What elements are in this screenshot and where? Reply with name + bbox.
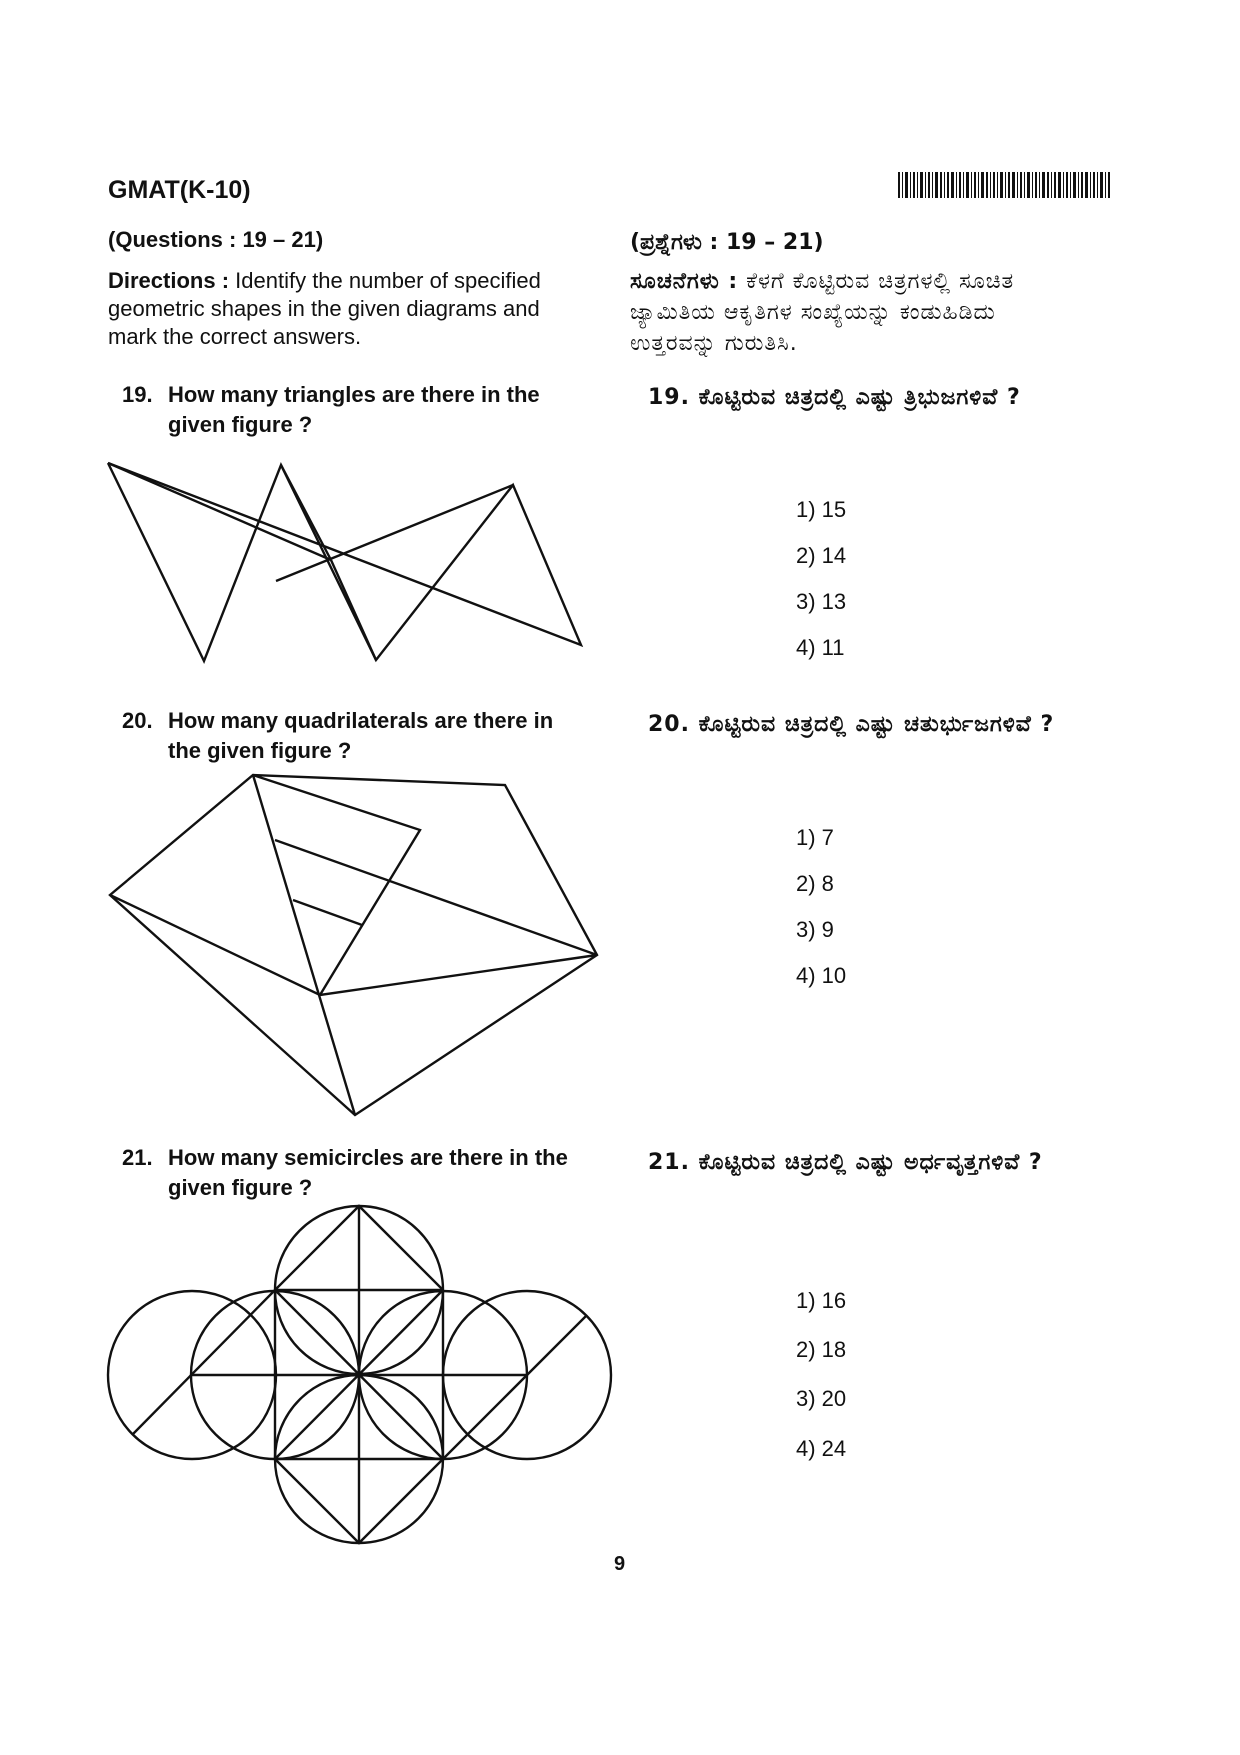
directions-line: geometric shapes in the given diagrams and [108,296,540,321]
question-19 [122,380,622,442]
directions-text-kannada [630,266,1150,359]
question-number: 20. [122,708,153,733]
question-number: 21. [122,1145,153,1170]
question-text: How many semicircles are there in the [168,1145,568,1170]
triangles-figure [100,455,590,665]
option-21-3[interactable]: 3) 20 [796,1386,847,1411]
question-21-kannada: 21. ಕೊಟ್ಟಿರುವ ಚಿತ್ರದಲ್ಲಿ ಎಷ್ಟು ಅರ್ಧವೃತ್ತಗಳಿವೆ ? [648,1150,1043,1175]
option-19-4[interactable]: 4) 11 [796,635,845,660]
option-20-4[interactable]: 4) 10 [796,963,847,988]
question-20 [122,706,622,768]
option-20-1[interactable]: 1) 7 [796,825,834,850]
directions-line-kannada: ಉತ್ತರವನ್ನು ಗುರುತಿಸಿ. [630,331,798,356]
question-text: the given figure ? [168,738,352,763]
directions-text [108,267,628,351]
barcode-icon [898,172,1110,198]
directions-label-kannada: ಸೂಚನೆಗಳು : [630,269,739,294]
option-21-1[interactable]: 1) 16 [796,1288,847,1313]
directions-label: Directions : [108,268,230,293]
document-code: GMAT(K-10) [108,176,251,204]
question-21 [122,1143,622,1205]
option-21-4[interactable]: 4) 24 [796,1436,847,1461]
question-number: 19. [122,382,153,407]
option-20-3[interactable]: 3) 9 [796,917,834,942]
question-text: How many triangles are there in the [168,382,540,407]
question-20-kannada: 20. ಕೊಟ್ಟಿರುವ ಚಿತ್ರದಲ್ಲಿ ಎಷ್ಟು ಚತುರ್ಭುಜಗಳಿವೆ ? [648,712,1055,737]
question-text: given figure ? [168,1175,313,1200]
questions-range-label-kannada: (ಪ್ರಶ್ನೆಗಳು : 19 – 21) [630,230,824,255]
questions-range-label: (Questions : 19 – 21) [108,227,324,252]
option-19-2[interactable]: 2) 14 [796,543,847,568]
page-number: 9 [614,1553,626,1575]
option-19-1[interactable]: 1) 15 [796,497,847,522]
directions-line-kannada: ಕೆಳಗೆ ಕೊಟ್ಟಿರುವ ಚಿತ್ರಗಳಲ್ಲಿ ಸೂಚಿತ [746,269,1015,294]
option-19-3[interactable]: 3) 13 [796,589,847,614]
directions-line: Identify the number of specified [235,268,541,293]
directions-line-kannada: ಜ್ಯಾಮಿತಿಯ ಆಕೃತಿಗಳ ಸಂಖ್ಯೆಯನ್ನು ಕಂಡುಹಿಡಿದು [630,300,996,325]
question-text: How many quadrilaterals are there in [168,708,554,733]
option-21-2[interactable]: 2) 18 [796,1337,847,1362]
question-text: given figure ? [168,412,313,437]
quadrilaterals-figure [100,765,605,1125]
semicircles-figure [100,1198,620,1550]
question-19-kannada: 19. ಕೊಟ್ಟಿರುವ ಚಿತ್ರದಲ್ಲಿ ಎಷ್ಟು ತ್ರಿಭುಜಗಳಿವೆ ? [648,385,1021,410]
option-20-2[interactable]: 2) 8 [796,871,834,896]
directions-line: mark the correct answers. [108,324,362,349]
